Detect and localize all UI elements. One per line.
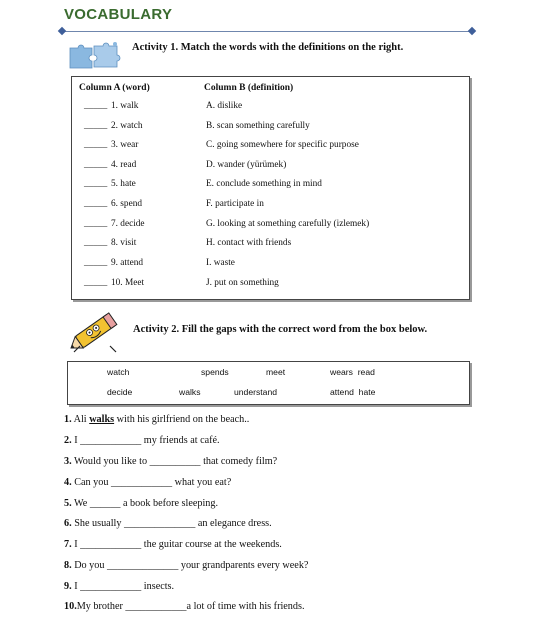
sentence <box>64 560 308 571</box>
matching-table <box>71 76 470 300</box>
page-title: VOCABULARY <box>64 6 173 23</box>
definition: I. waste <box>206 258 235 268</box>
table-row <box>72 160 469 178</box>
sentence <box>64 601 305 612</box>
box-word: understand <box>234 387 278 397</box>
sentence-text[interactable]: Can you ____________ what you eat? <box>71 477 232 488</box>
definition: A. dislike <box>206 101 243 111</box>
sentence-text[interactable]: I ____________ the guitar course at the weekends. <box>71 539 282 550</box>
table-row <box>72 278 469 296</box>
answer-blank[interactable]: _____ <box>84 199 108 209</box>
sentence-text[interactable]: My brother ____________a lot of time with his friends. <box>76 601 305 612</box>
answer-blank[interactable]: _____ <box>84 179 108 189</box>
definition: F. participate in <box>206 199 264 209</box>
answer-blank[interactable]: _____ <box>84 121 108 131</box>
sentence-text[interactable]: Would you like to __________ that comedy film? <box>71 456 278 467</box>
sentence-text[interactable]: She usually ______________ an elegance dress. <box>71 518 272 529</box>
table-row <box>72 179 469 197</box>
sentence-text: Ali <box>71 414 90 425</box>
box-word: spends <box>201 367 229 377</box>
box-word: walks <box>179 387 201 397</box>
word: 6. spend <box>111 199 142 209</box>
sentence-number: 3. <box>64 456 72 467</box>
definition: H. contact with friends <box>206 238 292 248</box>
sentence <box>64 456 277 467</box>
sentence-number: 7. <box>64 539 72 550</box>
table-row <box>72 199 469 217</box>
sentence <box>64 414 249 425</box>
sentence <box>64 539 282 550</box>
sentence-text[interactable]: I ____________ insects. <box>71 581 175 592</box>
rule-end-right <box>468 27 476 35</box>
sentence <box>64 477 231 488</box>
answer-blank[interactable]: _____ <box>84 258 108 268</box>
table-row <box>72 238 469 256</box>
answer-blank[interactable]: _____ <box>84 238 108 248</box>
sentence <box>64 518 272 529</box>
table-row <box>72 140 469 158</box>
box-word: attend hate <box>330 387 376 397</box>
sentence <box>64 435 220 446</box>
definition: B. scan something carefully <box>206 121 310 131</box>
sentence <box>64 581 174 592</box>
title-rule <box>62 31 472 32</box>
pencil-cartoon-icon <box>66 306 128 356</box>
sentence-number: 9. <box>64 581 72 592</box>
table-row <box>72 219 469 237</box>
definition: J. put on something <box>206 278 279 288</box>
word: 10. Meet <box>111 278 145 288</box>
table-row <box>72 258 469 276</box>
answer-blank[interactable]: _____ <box>84 278 108 288</box>
sentence-text: with his girlfriend on the beach.. <box>114 414 250 425</box>
box-word: meet <box>266 367 286 377</box>
sentence-text[interactable]: We ______ a book before sleeping. <box>71 498 219 509</box>
sentence <box>64 498 218 509</box>
sentence-text[interactable]: I ____________ my friends at café. <box>71 435 220 446</box>
definition: G. looking at something carefully (izlemek) <box>206 219 370 229</box>
table-row <box>72 121 469 139</box>
definition: D. wander (yürümek) <box>206 160 287 170</box>
table-row <box>72 101 469 119</box>
word: 4. read <box>111 160 137 170</box>
definition: E. conclude something in mind <box>206 179 322 189</box>
word: 8. visit <box>111 238 137 248</box>
sentence-number: 8. <box>64 560 72 571</box>
word: 5. hate <box>111 179 136 189</box>
answer-blank[interactable]: _____ <box>84 140 108 150</box>
word-box <box>67 361 470 405</box>
sentence-number: 1. <box>64 414 72 425</box>
answer-blank[interactable]: _____ <box>84 160 108 170</box>
rule-end-left <box>58 27 66 35</box>
sentence-number: 2. <box>64 435 72 446</box>
answer-blank[interactable]: _____ <box>84 219 108 229</box>
activity2-title: Activity 2. Fill the gaps with the correct word from the box below. <box>133 324 428 335</box>
example-answer: walks <box>89 414 115 425</box>
word: 2. watch <box>111 121 143 131</box>
answer-blank[interactable]: _____ <box>84 101 108 111</box>
box-word: watch <box>107 367 130 377</box>
sentence-text[interactable]: Do you ______________ your grandparents every week? <box>71 560 309 571</box>
sentence-number: 5. <box>64 498 72 509</box>
sentence-number: 6. <box>64 518 72 529</box>
sentence-number: 10. <box>64 601 77 612</box>
definition: C. going somewhere for specific purpose <box>206 140 359 150</box>
box-word: decide <box>107 387 133 397</box>
column-b-header: Column B (definition) <box>204 83 294 93</box>
word: 9. attend <box>111 258 144 268</box>
activity1-title: Activity 1. Match the words with the definitions on the right. <box>132 42 404 53</box>
column-a-header: Column A (word) <box>79 83 150 93</box>
word: 7. decide <box>111 219 145 229</box>
box-word: wears read <box>330 367 375 377</box>
sentence-number: 4. <box>64 477 72 488</box>
word: 3. wear <box>111 140 139 150</box>
word: 1. walk <box>111 101 139 111</box>
puzzle-pieces-icon <box>67 40 123 70</box>
